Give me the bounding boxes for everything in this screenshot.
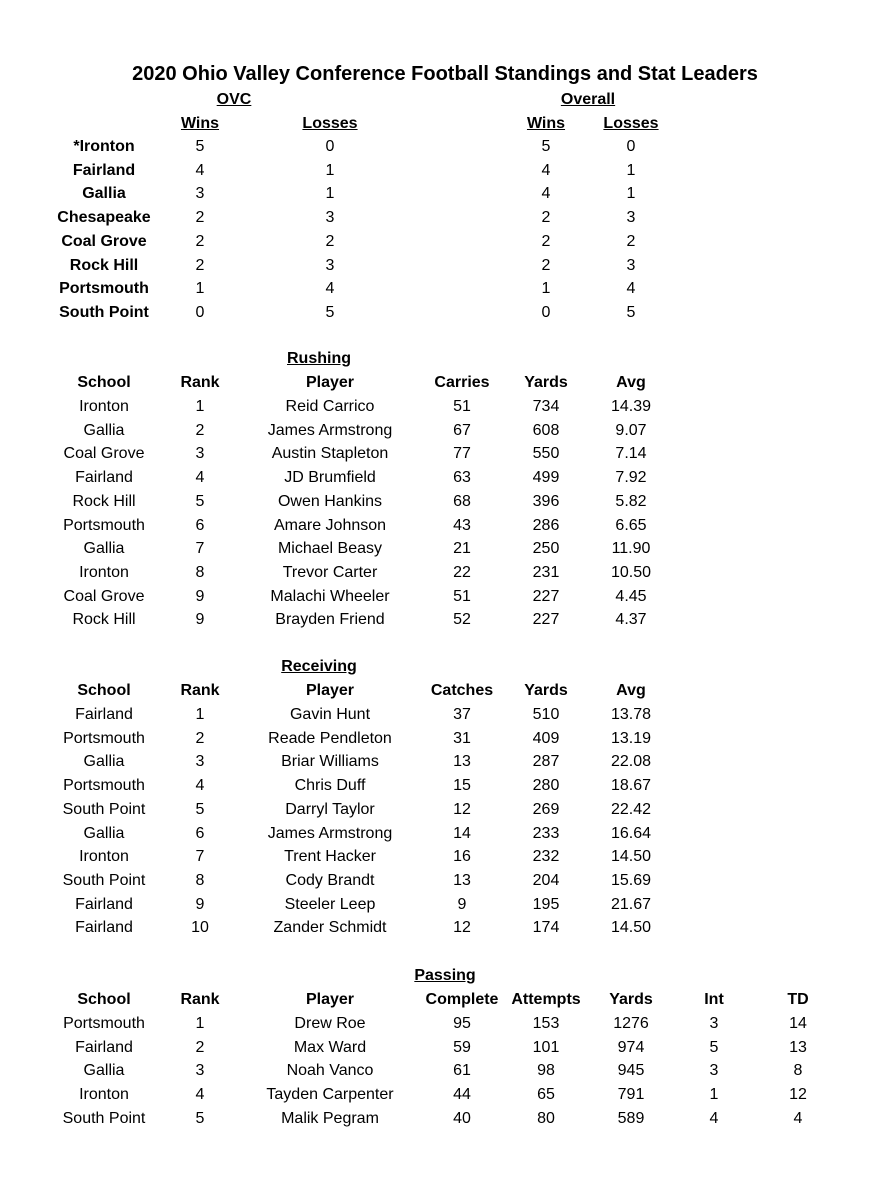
- rushing-cell: 550: [532, 445, 560, 463]
- passing-cell: 3: [195, 1062, 205, 1080]
- rushing-cell: 67: [453, 421, 471, 439]
- overall-label: Overall: [560, 91, 616, 108]
- rushing-cell: 21: [453, 540, 471, 558]
- receiving-cell: 510: [532, 706, 560, 723]
- rushing-cell: Ironton: [79, 563, 129, 581]
- rushing-cell: Owen Hankins: [277, 492, 383, 510]
- passing-cell: 80: [537, 1109, 555, 1127]
- receiving-cell: 13: [453, 871, 471, 889]
- receiving-cell: 5: [195, 800, 205, 818]
- team-name: Rock Hill: [69, 256, 139, 274]
- passing-cell: Fairland: [75, 1038, 133, 1056]
- receiving-title: Receiving: [281, 658, 357, 675]
- receiving-cell: 21.67: [610, 895, 652, 913]
- rushing-cell: Ironton: [79, 398, 129, 415]
- rushing-cell: 4.37: [615, 611, 647, 629]
- overall-wins-cell: 2: [541, 256, 551, 274]
- ovc-wins-cell: 5: [195, 138, 205, 155]
- rushing-cell: Portsmouth: [63, 516, 145, 534]
- overall-wins-cell: 4: [541, 185, 551, 203]
- rushing-cell: 7.92: [615, 469, 647, 487]
- passing-cell: 14: [789, 1015, 807, 1032]
- team-name: Fairland: [72, 161, 136, 179]
- receiving-cell: South Point: [62, 800, 146, 818]
- overall-wins-cell: 4: [541, 161, 551, 179]
- passing-cell: 98: [537, 1062, 555, 1080]
- receiving-cell: 233: [532, 824, 560, 842]
- receiving-cell: Cody Brandt: [285, 871, 375, 889]
- overall-losses-cell: 3: [626, 209, 636, 227]
- receiving-cell: 16: [453, 848, 471, 866]
- receiving-cell: 37: [453, 706, 471, 723]
- receiving-cell: South Point: [62, 871, 146, 889]
- receiving-cell: 232: [532, 848, 560, 866]
- rushing-cell: 608: [532, 421, 560, 439]
- ovc-losses-cell: 1: [325, 185, 335, 203]
- receiving-cell: 1: [195, 706, 205, 723]
- team-name: Gallia: [82, 185, 126, 203]
- receiving-cell: Darryl Taylor: [285, 800, 375, 818]
- ovc-label: OVC: [216, 91, 252, 108]
- rushing-col-header: Carries: [434, 374, 490, 391]
- receiving-cell: 12: [453, 800, 471, 818]
- receiving-cell: 8: [195, 871, 205, 889]
- passing-col-header: Yards: [609, 991, 653, 1008]
- rushing-cell: Amare Johnson: [273, 516, 387, 534]
- receiving-cell: 31: [453, 729, 471, 747]
- rushing-col-header: Avg: [616, 374, 646, 391]
- rushing-cell: 8: [195, 563, 205, 581]
- rushing-cell: 250: [532, 540, 560, 558]
- col-header-ovc-losses: Losses: [302, 115, 358, 132]
- rushing-cell: 7: [195, 540, 205, 558]
- rushing-cell: 6: [195, 516, 205, 534]
- rushing-cell: 77: [453, 445, 471, 463]
- overall-losses-cell: 1: [626, 161, 636, 179]
- receiving-cell: Fairland: [75, 895, 133, 913]
- passing-cell: Noah Vanco: [286, 1062, 374, 1080]
- overall-losses-cell: 4: [626, 280, 636, 298]
- rushing-cell: Trevor Carter: [282, 563, 378, 581]
- rushing-cell: Fairland: [75, 469, 133, 487]
- receiving-cell: 18.67: [610, 777, 652, 795]
- receiving-cell: 13.78: [610, 706, 652, 723]
- passing-cell: 65: [537, 1086, 555, 1104]
- passing-cell: 1276: [613, 1015, 649, 1032]
- col-header-overall-losses: Losses: [603, 115, 659, 132]
- receiving-cell: Gavin Hunt: [289, 706, 371, 723]
- passing-cell: 13: [789, 1038, 807, 1056]
- receiving-col-header: School: [77, 682, 131, 699]
- receiving-cell: Reade Pendleton: [268, 729, 392, 747]
- rushing-col-header: School: [77, 374, 131, 391]
- overall-losses-cell: 1: [626, 185, 636, 203]
- rushing-cell: 227: [532, 587, 560, 605]
- rushing-cell: 68: [453, 492, 471, 510]
- receiving-cell: 16.64: [610, 824, 652, 842]
- receiving-cell: Steeler Leep: [284, 895, 376, 913]
- ovc-losses-cell: 3: [325, 256, 335, 274]
- rushing-cell: 5: [195, 492, 205, 510]
- rushing-cell: 9: [195, 611, 205, 629]
- receiving-cell: 3: [195, 753, 205, 771]
- rushing-cell: 10.50: [610, 563, 652, 581]
- passing-cell: 59: [453, 1038, 471, 1056]
- receiving-cell: Gallia: [83, 824, 125, 842]
- passing-cell: 5: [709, 1038, 719, 1056]
- receiving-cell: Portsmouth: [63, 777, 145, 795]
- receiving-cell: 9: [195, 895, 205, 913]
- passing-col-header: Attempts: [511, 991, 581, 1008]
- rushing-cell: Rock Hill: [72, 492, 136, 510]
- receiving-cell: 409: [532, 729, 560, 747]
- receiving-cell: 2: [195, 729, 205, 747]
- overall-losses-cell: 5: [626, 303, 636, 321]
- ovc-wins-cell: 0: [195, 303, 205, 321]
- passing-cell: 40: [453, 1109, 471, 1127]
- receiving-cell: 195: [532, 895, 560, 913]
- rushing-cell: Reid Carrico: [285, 398, 375, 415]
- rushing-cell: 2: [195, 421, 205, 439]
- passing-col-header: Complete: [425, 991, 499, 1008]
- passing-cell: 1: [709, 1086, 719, 1104]
- rushing-cell: Coal Grove: [63, 587, 145, 605]
- receiving-col-header: Player: [305, 682, 355, 699]
- rushing-cell: 7.14: [615, 445, 647, 463]
- passing-cell: Malik Pegram: [281, 1109, 379, 1127]
- rushing-cell: 396: [532, 492, 560, 510]
- rushing-cell: 499: [532, 469, 560, 487]
- passing-cell: 791: [617, 1086, 645, 1104]
- passing-title: Passing: [414, 967, 476, 984]
- page-title: 2020 Ohio Valley Conference Football Standings and Stat Leaders: [132, 63, 758, 85]
- passing-cell: 101: [532, 1038, 560, 1056]
- passing-cell: 44: [453, 1086, 471, 1104]
- passing-cell: 1: [195, 1015, 205, 1032]
- rushing-cell: 4.45: [615, 587, 647, 605]
- passing-cell: 945: [617, 1062, 645, 1080]
- rushing-cell: 63: [453, 469, 471, 487]
- rushing-cell: 3: [195, 445, 205, 463]
- receiving-cell: 22.08: [610, 753, 652, 771]
- receiving-cell: 204: [532, 871, 560, 889]
- receiving-cell: 4: [195, 777, 205, 795]
- passing-cell: 974: [617, 1038, 645, 1056]
- ovc-losses-cell: 0: [325, 138, 335, 155]
- rushing-cell: 52: [453, 611, 471, 629]
- rushing-cell: 734: [532, 398, 560, 415]
- overall-wins-cell: 2: [541, 209, 551, 227]
- rushing-cell: 227: [532, 611, 560, 629]
- receiving-cell: 6: [195, 824, 205, 842]
- receiving-cell: Briar Williams: [281, 753, 379, 771]
- passing-cell: 4: [709, 1109, 719, 1127]
- passing-col-header: Player: [305, 991, 355, 1008]
- passing-cell: 153: [532, 1015, 560, 1032]
- rushing-cell: 9.07: [615, 421, 647, 439]
- team-name: Chesapeake: [57, 209, 151, 227]
- col-header-ovc-wins: Wins: [180, 115, 220, 132]
- rushing-cell: 51: [453, 398, 471, 415]
- receiving-cell: Chris Duff: [294, 777, 366, 795]
- overall-wins-cell: 1: [541, 280, 551, 298]
- rushing-cell: 5.82: [615, 492, 647, 510]
- team-name: *Ironton: [73, 138, 135, 155]
- receiving-cell: 7: [195, 848, 205, 866]
- rushing-cell: 6.65: [615, 516, 647, 534]
- overall-losses-cell: 2: [626, 232, 636, 250]
- receiving-cell: 174: [532, 919, 560, 937]
- passing-cell: 95: [453, 1015, 471, 1032]
- receiving-cell: 9: [457, 895, 467, 913]
- passing-col-header: TD: [787, 991, 809, 1008]
- receiving-cell: 14.50: [610, 848, 652, 866]
- receiving-cell: 280: [532, 777, 560, 795]
- rushing-cell: Gallia: [83, 421, 125, 439]
- rushing-cell: 1: [195, 398, 205, 415]
- receiving-cell: Ironton: [79, 848, 129, 866]
- receiving-cell: 14: [453, 824, 471, 842]
- rushing-cell: Austin Stapleton: [271, 445, 389, 463]
- passing-cell: South Point: [62, 1109, 146, 1127]
- ovc-losses-cell: 2: [325, 232, 335, 250]
- passing-cell: 4: [793, 1109, 803, 1127]
- rushing-col-header: Player: [305, 374, 355, 391]
- receiving-cell: James Armstrong: [267, 824, 393, 842]
- overall-losses-cell: 3: [626, 256, 636, 274]
- ovc-losses-cell: 4: [325, 280, 335, 298]
- rushing-cell: Gallia: [83, 540, 125, 558]
- ovc-losses-cell: 5: [325, 303, 335, 321]
- receiving-cell: Portsmouth: [63, 729, 145, 747]
- receiving-cell: 15.69: [610, 871, 652, 889]
- rushing-col-header: Yards: [524, 374, 568, 391]
- ovc-losses-cell: 3: [325, 209, 335, 227]
- overall-wins-cell: 5: [541, 138, 551, 155]
- rushing-cell: James Armstrong: [267, 421, 393, 439]
- receiving-cell: 22.42: [610, 800, 652, 818]
- rushing-cell: Malachi Wheeler: [270, 587, 390, 605]
- rushing-cell: 4: [195, 469, 205, 487]
- rushing-cell: 22: [453, 563, 471, 581]
- ovc-wins-cell: 3: [195, 185, 205, 203]
- passing-cell: 12: [789, 1086, 807, 1104]
- receiving-cell: 287: [532, 753, 560, 771]
- receiving-cell: 10: [191, 919, 209, 937]
- passing-cell: Drew Roe: [294, 1015, 366, 1032]
- passing-cell: 589: [617, 1109, 645, 1127]
- receiving-cell: Gallia: [83, 753, 125, 771]
- rushing-cell: 9: [195, 587, 205, 605]
- ovc-wins-cell: 4: [195, 161, 205, 179]
- passing-cell: Tayden Carpenter: [266, 1086, 394, 1104]
- receiving-cell: 15: [453, 777, 471, 795]
- receiving-col-header: Rank: [180, 682, 220, 699]
- rushing-title: Rushing: [287, 350, 351, 367]
- rushing-cell: 51: [453, 587, 471, 605]
- team-name: Portsmouth: [59, 280, 149, 298]
- receiving-col-header: Avg: [616, 682, 646, 699]
- passing-cell: Gallia: [83, 1062, 125, 1080]
- rushing-cell: Rock Hill: [72, 611, 136, 629]
- overall-wins-cell: 2: [541, 232, 551, 250]
- rushing-cell: JD Brumfield: [284, 469, 376, 487]
- ovc-wins-cell: 2: [195, 209, 205, 227]
- passing-cell: 2: [195, 1038, 205, 1056]
- receiving-cell: 269: [532, 800, 560, 818]
- ovc-losses-cell: 1: [325, 161, 335, 179]
- rushing-cell: 286: [532, 516, 560, 534]
- passing-cell: 5: [195, 1109, 205, 1127]
- receiving-cell: Fairland: [75, 706, 133, 723]
- overall-wins-cell: 0: [541, 303, 551, 321]
- passing-col-header: School: [77, 991, 131, 1008]
- receiving-col-header: Yards: [524, 682, 568, 699]
- passing-cell: Portsmouth: [63, 1015, 145, 1032]
- team-name: South Point: [59, 303, 149, 321]
- receiving-cell: 13.19: [610, 729, 652, 747]
- passing-col-header: Int: [704, 991, 724, 1008]
- receiving-cell: Trent Hacker: [284, 848, 376, 866]
- passing-cell: Max Ward: [293, 1038, 367, 1056]
- receiving-col-header: Catches: [430, 682, 494, 699]
- passing-cell: 3: [709, 1062, 719, 1080]
- passing-cell: 61: [453, 1062, 471, 1080]
- rushing-cell: Coal Grove: [63, 445, 145, 463]
- rushing-cell: Brayden Friend: [275, 611, 385, 629]
- receiving-cell: 13: [453, 753, 471, 771]
- receiving-cell: Fairland: [75, 919, 133, 937]
- receiving-cell: Zander Schmidt: [273, 919, 387, 937]
- rushing-cell: 14.39: [610, 398, 652, 415]
- rushing-col-header: Rank: [180, 374, 220, 391]
- rushing-cell: Michael Beasy: [277, 540, 383, 558]
- rushing-cell: 11.90: [611, 540, 651, 558]
- ovc-wins-cell: 2: [195, 256, 205, 274]
- team-name: Coal Grove: [61, 232, 147, 250]
- rushing-cell: 231: [532, 563, 560, 581]
- rushing-cell: 43: [453, 516, 471, 534]
- passing-cell: 3: [709, 1015, 719, 1032]
- passing-col-header: Rank: [180, 991, 220, 1008]
- overall-losses-cell: 0: [626, 138, 636, 155]
- passing-cell: 4: [195, 1086, 205, 1104]
- receiving-cell: 12: [453, 919, 471, 937]
- passing-cell: 8: [793, 1062, 803, 1080]
- passing-cell: Ironton: [79, 1086, 129, 1104]
- ovc-wins-cell: 1: [195, 280, 205, 298]
- receiving-cell: 14.50: [610, 919, 652, 937]
- col-header-overall-wins: Wins: [526, 115, 566, 132]
- ovc-wins-cell: 2: [195, 232, 205, 250]
